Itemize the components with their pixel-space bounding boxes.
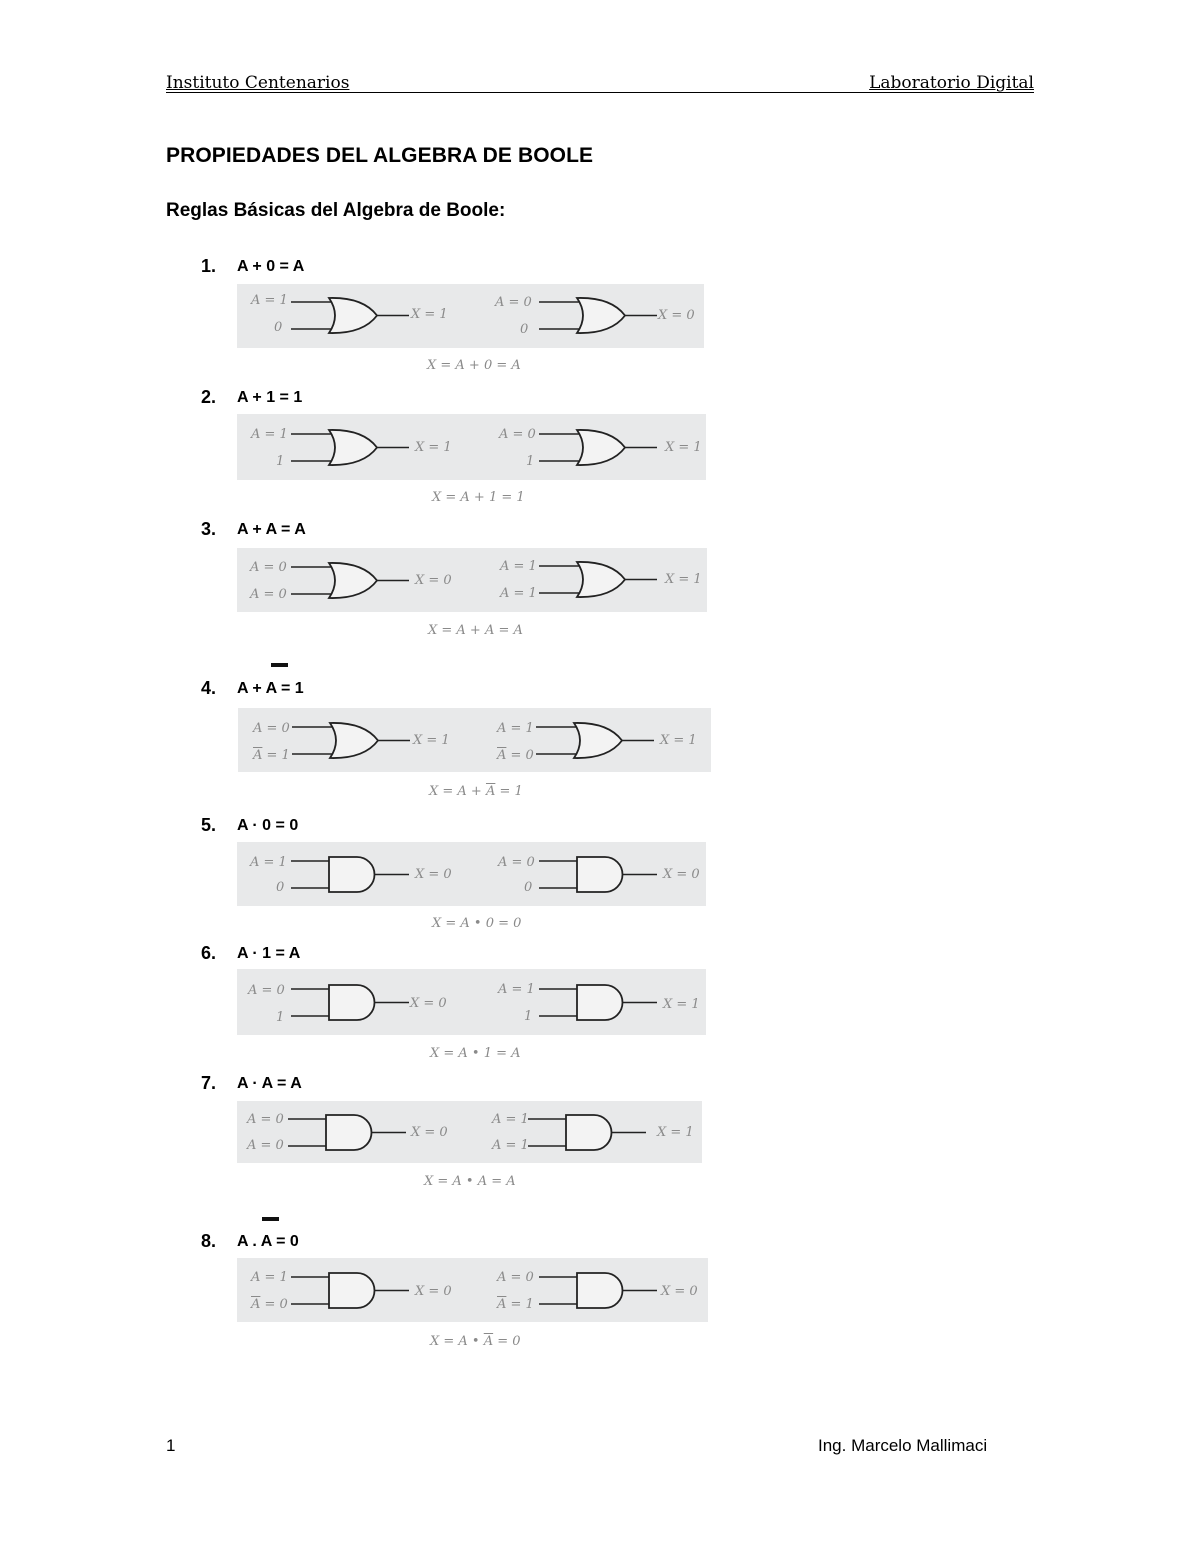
- input-label-2: $\overline{A} = 1$: [253, 748, 290, 763]
- and-gate-body: [326, 1115, 372, 1150]
- output-label: X = 0: [410, 996, 447, 1011]
- output-label: X = 0: [663, 867, 700, 882]
- input-label-1: A = 1: [251, 427, 288, 442]
- input-label-1: A = 1: [251, 293, 288, 308]
- rule-caption: $X = A + \overline{A} = 1$: [429, 784, 523, 799]
- input-label-1: A = 0: [250, 560, 287, 575]
- output-label: X = 1: [657, 1125, 694, 1140]
- page-header: [166, 70, 1034, 93]
- output-label: X = 0: [658, 308, 695, 323]
- or-gate-body: [577, 562, 625, 597]
- output-label: X = 1: [665, 440, 702, 455]
- input-label-2: A = 1: [500, 586, 537, 601]
- rule-expression: A + A = A: [237, 521, 306, 538]
- rule-number: 4.: [201, 678, 217, 698]
- output-label: X = 0: [415, 867, 452, 882]
- rule-expression: A · A = A: [237, 1075, 302, 1092]
- or-gate-body: [329, 563, 377, 598]
- output-label: X = 1: [415, 440, 452, 455]
- rule-expression: A · 1 = A: [237, 945, 301, 962]
- header-course: Laboratorio Digital: [869, 73, 1034, 93]
- input-label-2: $\overline{A} = 0$: [251, 1297, 288, 1312]
- rule-number: 6.: [201, 943, 217, 963]
- and-gate-body: [577, 1273, 623, 1308]
- page-title: PROPIEDADES DEL ALGEBRA DE BOOLE: [166, 144, 594, 167]
- input-label-2: A = 1: [492, 1138, 529, 1153]
- rule-expression: A . A = 0: [237, 1233, 299, 1250]
- input-label-1: A = 1: [500, 559, 537, 574]
- output-label: X = 0: [415, 1284, 452, 1299]
- rule-number: 2.: [201, 387, 217, 407]
- gate-diagram-panel: [237, 1258, 708, 1322]
- footer-author: Ing. Marcelo Mallimaci: [818, 1436, 988, 1455]
- rule-number: 1.: [201, 256, 217, 276]
- rule-caption: X = A + A = A: [428, 623, 523, 638]
- output-label: X = 1: [413, 733, 450, 748]
- gate-diagram-panel: [237, 548, 707, 612]
- rule-number: 3.: [201, 519, 217, 539]
- input-label-1: A = 1: [250, 855, 287, 870]
- rule-caption: X = A • A = A: [424, 1174, 516, 1189]
- rule-number: 8.: [201, 1231, 217, 1251]
- and-gate-body: [566, 1115, 612, 1150]
- input-label-1: A = 1: [492, 1112, 529, 1127]
- input-label-2: 0: [276, 880, 285, 895]
- and-gate-body: [329, 1273, 375, 1308]
- output-label: X = 1: [411, 307, 448, 322]
- input-label-1: A = 0: [253, 721, 290, 736]
- header-institution: Instituto Centenarios: [166, 73, 350, 93]
- rule-expression: A + 0 = A: [237, 258, 305, 275]
- page-number: 1: [166, 1436, 176, 1455]
- output-label: X = 0: [415, 573, 452, 588]
- and-gate-body: [329, 985, 375, 1020]
- input-label-2: 1: [276, 1010, 285, 1025]
- input-label-2: $\overline{A} = 0$: [497, 748, 534, 763]
- rule-expression: A · 0 = 0: [237, 817, 299, 834]
- output-label: X = 1: [663, 997, 700, 1012]
- gate-diagram-panel: [238, 708, 711, 772]
- rule-caption: X = A • 0 = 0: [432, 916, 522, 931]
- input-label-1: A = 0: [498, 855, 535, 870]
- section-subtitle: Reglas Básicas del Algebra de Boole:: [166, 200, 506, 221]
- rule-expression: A + A = 1: [237, 680, 304, 697]
- rule-number: 7.: [201, 1073, 217, 1093]
- complement-bar: [262, 1217, 279, 1221]
- input-label-1: A = 1: [497, 721, 534, 736]
- and-gate-body: [577, 985, 623, 1020]
- or-gate-body: [329, 298, 377, 333]
- gate-diagram-panel: [237, 842, 706, 906]
- input-label-2: 1: [524, 1009, 533, 1024]
- output-label: X = 1: [665, 572, 702, 587]
- rule-caption: X = A + 1 = 1: [432, 490, 525, 505]
- input-label-2: 0: [274, 320, 283, 335]
- or-gate-body: [577, 430, 625, 465]
- gate-diagram-panel: [237, 1101, 702, 1163]
- input-label-1: A = 0: [495, 295, 532, 310]
- input-label-2: A = 0: [250, 587, 287, 602]
- input-label-1: A = 0: [247, 1112, 284, 1127]
- output-label: X = 0: [411, 1125, 448, 1140]
- or-gate-body: [574, 723, 622, 758]
- gate-diagram-panel: [237, 414, 706, 480]
- rule-caption: X = A + 0 = A: [427, 358, 521, 373]
- and-gate-body: [329, 857, 375, 892]
- or-gate-body: [329, 430, 377, 465]
- or-gate-body: [577, 298, 625, 333]
- rule-expression: A + 1 = 1: [237, 389, 303, 406]
- input-label-1: A = 1: [251, 1270, 288, 1285]
- input-label-1: A = 0: [497, 1270, 534, 1285]
- rule-number: 5.: [201, 815, 217, 835]
- input-label-1: A = 1: [498, 982, 535, 997]
- gate-diagram-panel: [237, 969, 706, 1035]
- or-gate-body: [330, 723, 378, 758]
- output-label: X = 0: [661, 1284, 698, 1299]
- gate-diagram-panel: [237, 284, 704, 348]
- and-gate-body: [577, 857, 623, 892]
- input-label-1: A = 0: [499, 427, 536, 442]
- input-label-2: 0: [520, 322, 529, 337]
- input-label-2: 0: [524, 880, 533, 895]
- complement-bar: [271, 663, 288, 667]
- input-label-1: A = 0: [248, 983, 285, 998]
- rule-caption: X = A • 1 = A: [430, 1046, 521, 1061]
- output-label: X = 1: [660, 733, 697, 748]
- input-label-2: $\overline{A} = 1$: [497, 1297, 534, 1312]
- input-label-2: 1: [276, 454, 285, 469]
- input-label-2: A = 0: [247, 1138, 284, 1153]
- rule-caption: X = A • $\overline{A} = 0$: [430, 1334, 521, 1349]
- input-label-2: 1: [526, 454, 535, 469]
